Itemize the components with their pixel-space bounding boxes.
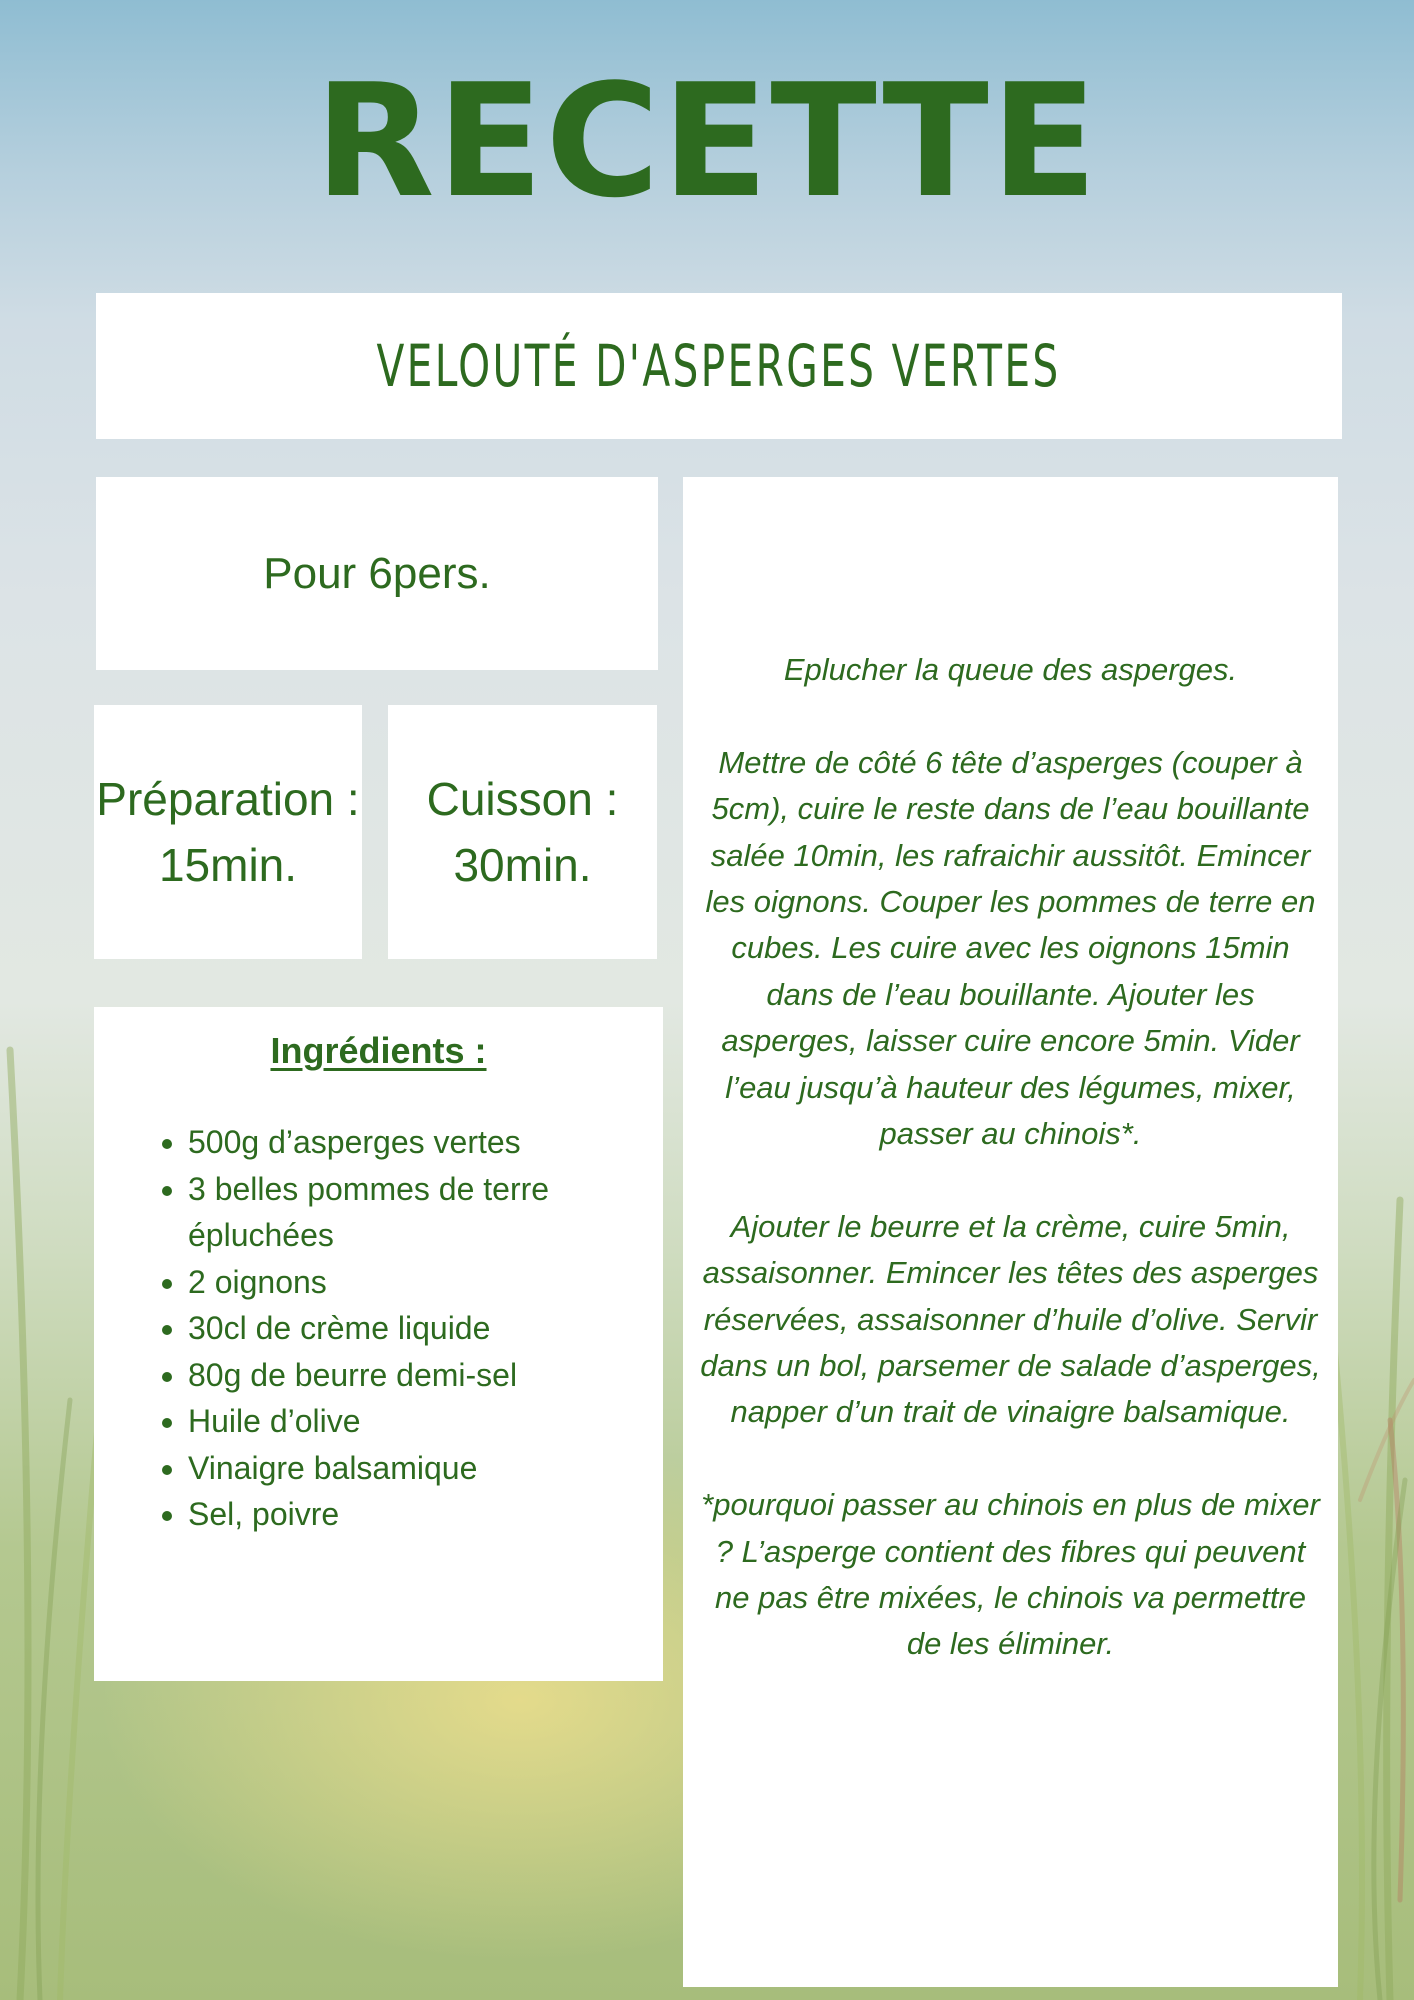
page-title: RECETTE	[314, 50, 1100, 232]
ingredient-item: • 3 belles pommes de terre épluchées	[188, 1166, 623, 1259]
ingredients-list	[94, 1119, 663, 1538]
instruction-paragraph: Eplucher la queue des asperges.	[783, 652, 1238, 687]
cooking-value: 30min.	[453, 839, 592, 891]
preparation-time-card	[94, 705, 362, 959]
recipe-name: VELOUTÉ D'ASPERGES VERTES	[376, 332, 1062, 400]
ingredient-item: • Vinaigre balsamique	[188, 1445, 623, 1492]
ingredient-item: • 30cl de crème liquide	[188, 1305, 623, 1352]
ingredient-item: • 500g d’asperges vertes	[188, 1119, 623, 1166]
ingredients-heading: Ingrédients :	[270, 1030, 487, 1071]
servings-text: Pour 6pers.	[263, 548, 491, 598]
cooking-label: Cuisson :	[426, 773, 619, 825]
instructions-card	[683, 477, 1338, 1987]
ingredient-item: • Huile d’olive	[188, 1398, 623, 1445]
servings-card	[96, 477, 658, 670]
preparation-value: 15min.	[158, 839, 298, 891]
preparation-label: Préparation :	[96, 773, 360, 825]
instruction-paragraph: Ajouter le beurre et la crème, cuire 5min, assaisonner. Emincer les têtes des asperges réservées, assaisonner d’huile d’olive. Servir dans un bol, parsemer de salade d’asperges, napper d’un trait de vinaigre balsamique.	[700, 1208, 1321, 1430]
instruction-footnote: *pourquoi passer au chinois en plus de mixer ? L’asperge contient des fibres qui peuvent ne pas être mixées, le chinois va permettre de les éliminer.	[701, 1487, 1320, 1662]
recipe-name-card	[96, 293, 1342, 439]
instruction-paragraph: Mettre de côté 6 tête d’asperges (couper à 5cm), cuire le reste dans de l’eau bouillante salée 10min, les rafraichir aussitôt. Emincer les oignons. Couper les pommes de terre en cubes. Les cuire avec les oignons 15min dans de l’eau bouillante. Ajouter les asperges, laisser cuire encore 5min. Vider l’eau jusqu’à hauteur des légumes, mixer, passer au chinois*.	[705, 744, 1316, 1152]
ingredient-item: • 80g de beurre demi-sel	[188, 1352, 623, 1399]
ingredients-card	[94, 1007, 663, 1681]
ingredient-item: • 2 oignons	[188, 1259, 623, 1306]
cooking-time-card	[388, 705, 657, 959]
ingredient-item: • Sel, poivre	[188, 1491, 623, 1538]
